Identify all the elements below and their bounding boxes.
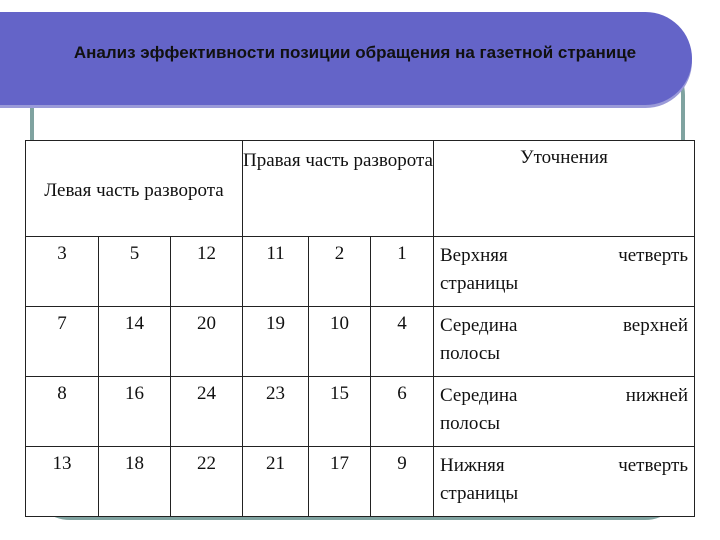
note-word: Середина: [440, 385, 518, 406]
cell-right: 15: [309, 377, 371, 447]
cell-right: 10: [309, 307, 371, 377]
cell-right: 11: [243, 237, 309, 307]
cell-right: 2: [309, 237, 371, 307]
cell-right: 1: [371, 237, 434, 307]
cell-left: 16: [99, 377, 171, 447]
note-cell: [434, 307, 695, 377]
cell-left: 3: [26, 237, 99, 307]
note-word: полосы: [440, 343, 501, 364]
cell-left: 24: [171, 377, 243, 447]
cell-left: 18: [99, 447, 171, 517]
header-notes: Уточнения: [434, 141, 695, 237]
slide-title: Анализ эффективности позиции обращения на газетной странице: [73, 43, 637, 62]
cell-left: 20: [171, 307, 243, 377]
cell-right: 23: [243, 377, 309, 447]
note-word: Верхняя: [440, 245, 508, 266]
note-word: Нижняя: [440, 455, 505, 476]
table-row: [26, 447, 695, 517]
cell-right: 21: [243, 447, 309, 517]
note-word: верхней: [622, 315, 688, 336]
note-cell: [434, 377, 695, 447]
cell-left: 5: [99, 237, 171, 307]
header-right: Правая часть разворота: [243, 141, 434, 237]
cell-right: 19: [243, 307, 309, 377]
note-word: Середина: [440, 315, 518, 336]
cell-left: 8: [26, 377, 99, 447]
cell-left: 14: [99, 307, 171, 377]
cell-right: 4: [371, 307, 434, 377]
header-left: Левая часть разворота: [26, 141, 243, 237]
note-cell: [434, 447, 695, 517]
cell-right: 9: [371, 447, 434, 517]
note-word: полосы: [440, 413, 501, 434]
table-row: [26, 307, 695, 377]
note-word: четверть: [618, 455, 688, 476]
cell-left: 13: [26, 447, 99, 517]
note-word: страницы: [440, 483, 519, 504]
note-word: нижней: [625, 385, 688, 406]
note-word: страницы: [440, 273, 519, 294]
table-row: [26, 377, 695, 447]
note-word: четверть: [618, 245, 688, 266]
cell-left: 7: [26, 307, 99, 377]
position-table: [25, 140, 695, 517]
table-row: [26, 237, 695, 307]
cell-left: 22: [171, 447, 243, 517]
cell-left: 12: [171, 237, 243, 307]
cell-right: 17: [309, 447, 371, 517]
note-cell: [434, 237, 695, 307]
cell-right: 6: [371, 377, 434, 447]
